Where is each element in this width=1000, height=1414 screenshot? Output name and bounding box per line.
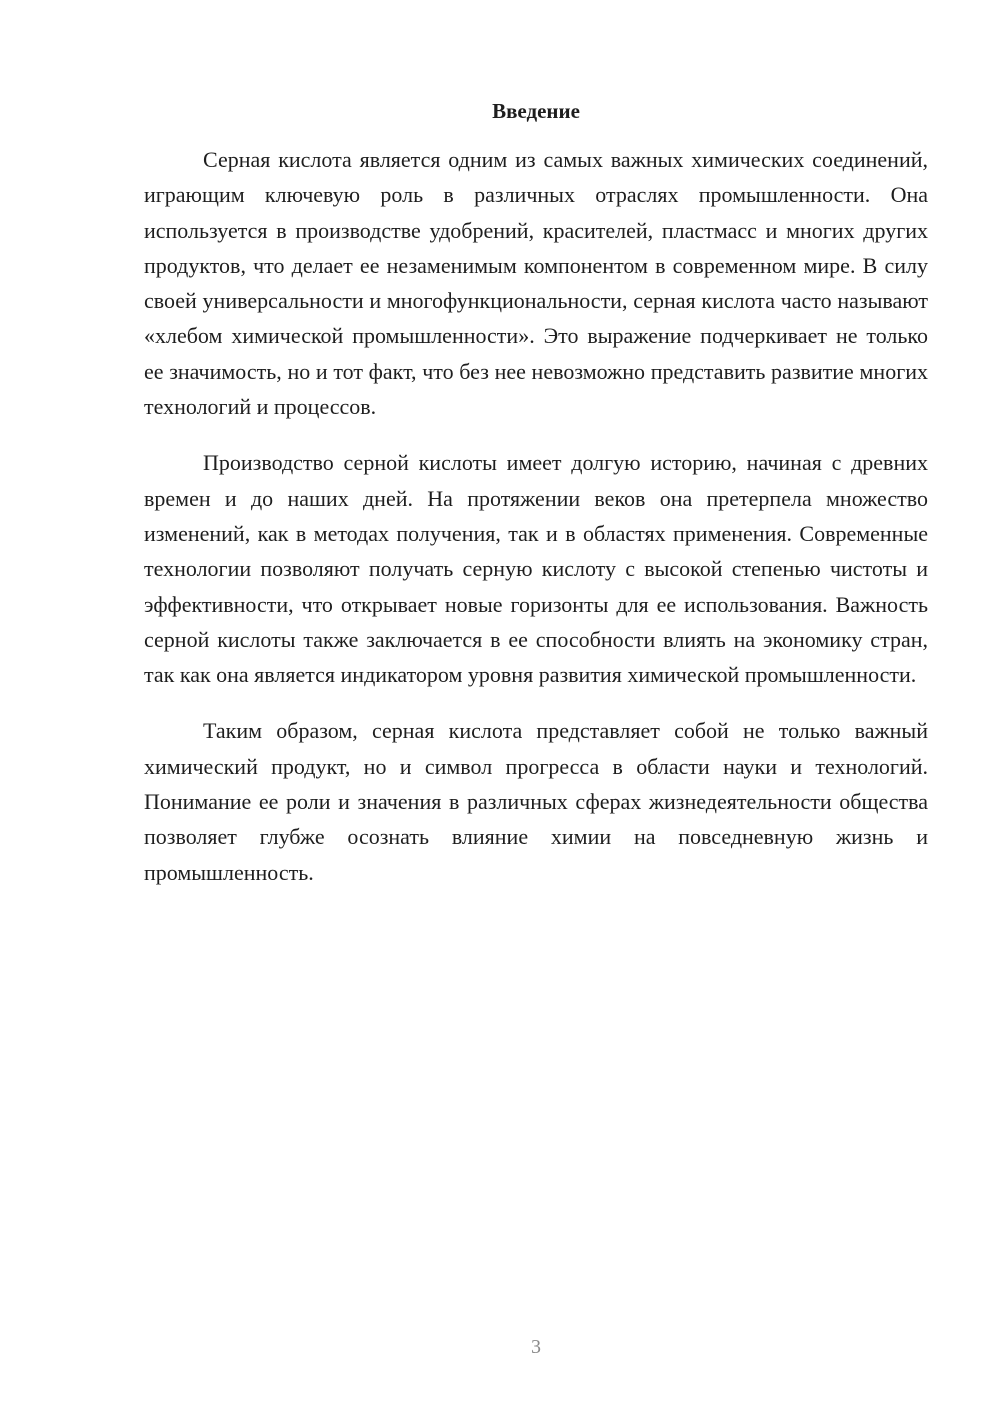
paragraph: Таким образом, серная кислота представляет собой не только важный химический продукт, но и символ прогресса в области науки и технологий. Понимание ее роли и значения в различных сферах жизнедеятельности общества позволяет глубже осознать влияние химии на повседневную жизнь и промышленность. (144, 718, 928, 885)
paragraph: Серная кислота является одним из самых важных химических соединений, играющим ключевую роль в различных отраслях промышленности. Она используется в производстве удобрений, красителей, пластмасс и многих других продуктов, что делает ее незаменимым компонентом в современном мире. В силу своей универсальности и многофункциональности, серная кислота часто называют «хлебом химической промышленности». Это выражение подчеркивает не только ее значимость, но и тот факт, что без нее невозможно представить развитие многих технологий и процессов. (144, 147, 928, 420)
body-text (144, 142, 928, 911)
page-number: 3 (531, 1336, 541, 1358)
paragraph: Производство серной кислоты имеет долгую историю, начиная с древних времен и до наших дней. На протяжении веков она претерпела множество изменений, как в методах получения, так и в областях применения. Современные технологии позволяют получать серную кислоту с высокой степенью чистоты и эффективности, что открывает новые горизонты для ее использования. Важность серной кислоты также заключается в ее способности влиять на экономику стран, так как она является индикатором уровня развития химической промышленности. (144, 450, 928, 688)
section-title: Введение (492, 99, 580, 123)
